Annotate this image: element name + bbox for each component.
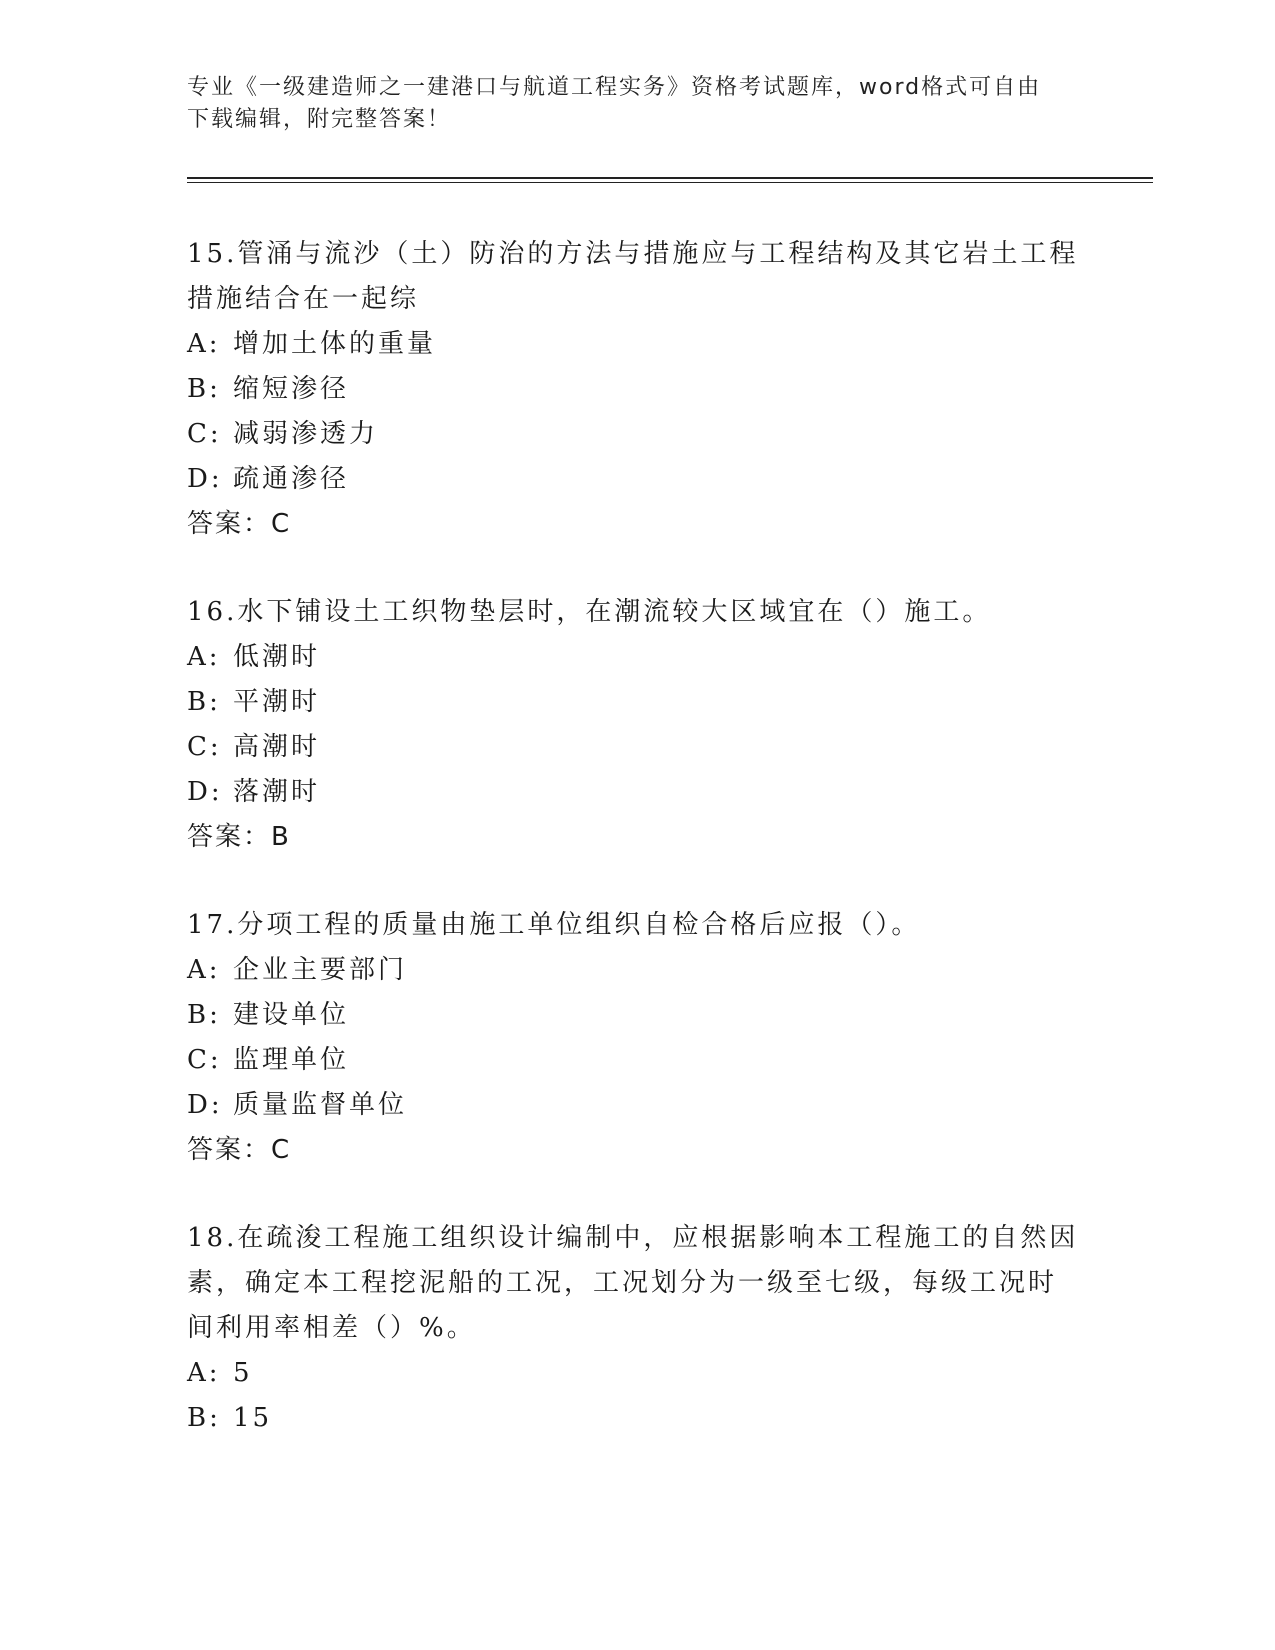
option-key: B: xyxy=(187,1403,221,1433)
option-b xyxy=(187,680,1087,725)
option-text: 企业主要部门 xyxy=(233,955,408,985)
option-key: C: xyxy=(187,732,222,762)
question-18 xyxy=(187,1216,1087,1441)
option-d xyxy=(187,770,1087,815)
option-text: 监理单位 xyxy=(233,1045,350,1075)
option-text: 质量监督单位 xyxy=(233,1090,408,1120)
document-header xyxy=(187,72,1067,136)
option-text: 15 xyxy=(233,1403,273,1433)
question-stem-line: 17.分项工程的质量由施工单位组织自检合格后应报（）。 xyxy=(187,910,921,940)
option-d xyxy=(187,457,1087,502)
question-16 xyxy=(187,590,1087,860)
option-key: D: xyxy=(187,777,223,807)
option-key: A: xyxy=(187,1358,221,1388)
option-a xyxy=(187,635,1087,680)
question-spacer xyxy=(187,547,1087,590)
option-c xyxy=(187,1038,1087,1083)
question-list xyxy=(187,232,1087,1441)
question-spacer xyxy=(187,860,1087,903)
question-stem-line: 素，确定本工程挖泥船的工况，工况划分为一级至七级，每级工况时 xyxy=(187,1268,1058,1298)
option-d xyxy=(187,1083,1087,1128)
option-key: C: xyxy=(187,419,222,449)
option-text: 落潮时 xyxy=(233,777,321,807)
option-a xyxy=(187,1351,1087,1396)
question-spacer xyxy=(187,1173,1087,1216)
option-key: D: xyxy=(187,1090,223,1120)
option-text: 5 xyxy=(233,1358,253,1388)
option-key: A: xyxy=(187,329,221,359)
answer-text: 答案：B xyxy=(187,822,291,852)
option-b xyxy=(187,993,1087,1038)
question-15 xyxy=(187,232,1087,547)
question-stem-line: 18.在疏浚工程施工组织设计编制中，应根据影响本工程施工的自然因 xyxy=(187,1223,1079,1253)
option-key: D: xyxy=(187,464,223,494)
option-text: 缩短渗径 xyxy=(233,374,350,404)
question-stem-line: 15.管涌与流沙（土）防治的方法与措施应与工程结构及其它岩土工程 xyxy=(187,239,1079,269)
option-text: 平潮时 xyxy=(233,687,321,717)
option-key: A: xyxy=(187,955,221,985)
option-text: 增加土体的重量 xyxy=(233,329,437,359)
option-key: A: xyxy=(187,642,221,672)
option-b xyxy=(187,1396,1087,1441)
question-stem-line: 间利用率相差（）%。 xyxy=(187,1313,476,1343)
option-text: 建设单位 xyxy=(233,1000,350,1030)
header-line-2: 下载编辑，附完整答案！ xyxy=(187,107,452,132)
question-stem-line: 16.水下铺设土工织物垫层时，在潮流较大区域宜在（）施工。 xyxy=(187,597,992,627)
option-b xyxy=(187,367,1087,412)
option-text: 疏通渗径 xyxy=(233,464,350,494)
option-c xyxy=(187,725,1087,770)
option-key: B: xyxy=(187,687,221,717)
option-a xyxy=(187,322,1087,367)
option-key: B: xyxy=(187,1000,221,1030)
header-line-1: 专业《一级建造师之一建港口与航道工程实务》资格考试题库，word格式可自由 xyxy=(187,75,1042,100)
question-stem-line: 措施结合在一起综 xyxy=(187,284,420,314)
answer-text: 答案：C xyxy=(187,509,292,539)
option-c xyxy=(187,412,1087,457)
answer-text: 答案：C xyxy=(187,1135,292,1165)
option-text: 低潮时 xyxy=(233,642,321,672)
header-divider-thick xyxy=(187,177,1153,179)
header-divider-thin xyxy=(187,182,1153,183)
option-text: 减弱渗透力 xyxy=(233,419,379,449)
question-17 xyxy=(187,903,1087,1173)
option-key: C: xyxy=(187,1045,222,1075)
option-key: B: xyxy=(187,374,221,404)
option-a xyxy=(187,948,1087,993)
option-text: 高潮时 xyxy=(233,732,321,762)
